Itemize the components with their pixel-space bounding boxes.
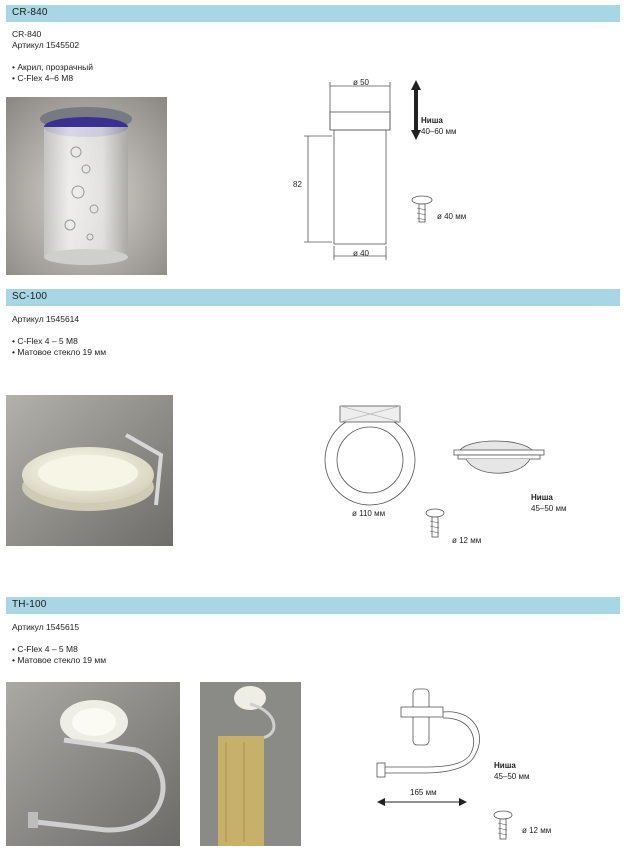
bullet-cflex: • C-Flex 4 – 5 M8 [12, 336, 78, 346]
sc100-photo [6, 395, 173, 546]
sc100-niche-range: 45–50 мм [531, 504, 567, 513]
sc100-screw-icon [425, 508, 445, 548]
article-line: Артикул 1545615 [12, 622, 80, 632]
th100-length-arrow [377, 797, 467, 807]
article-line: Артикул 1545502 [12, 40, 80, 50]
th100-niche-range: 45–50 мм [494, 772, 530, 781]
cr840-niche-range: 40–60 мм [421, 127, 457, 136]
th100-drawing [375, 685, 505, 775]
th100-photo [6, 682, 180, 846]
product-info [12, 29, 93, 84]
cr840-photo-image [6, 97, 167, 275]
cr840-drawing [290, 70, 450, 210]
bullet-glass: • Матовое стекло 19 мм [12, 347, 107, 357]
cr840-niche-label: Ниша [421, 116, 443, 125]
sc100-diameter: ø 110 мм [352, 509, 386, 518]
sc100-screw: ø 12 мм [452, 536, 482, 545]
sc100-photo-image [6, 395, 173, 546]
section-title: SC-100 [12, 291, 48, 302]
section-header-sc100 [6, 289, 620, 306]
th100-screw-icon [493, 810, 513, 850]
model-line: CR-840 [12, 29, 42, 39]
th100-photo-image [6, 682, 180, 846]
cr840-screw: ø 40 мм [437, 212, 467, 221]
product-info [12, 622, 106, 666]
sc100-niche-label: Ниша [531, 493, 553, 502]
th100-towel-photo [200, 682, 301, 846]
cr840-photo [6, 97, 167, 275]
bullet-cflex: • C-Flex 4 – 5 M8 [12, 644, 78, 654]
sc100-drawing [320, 400, 560, 520]
bullet-material: • Акрил, прозрачный [12, 62, 93, 72]
cr840-bottom-diameter: ø 40 [353, 249, 370, 258]
section-header-th100 [6, 597, 620, 614]
th100-niche-label: Ниша [494, 761, 516, 770]
th100-towel-image [200, 682, 301, 846]
section-title: TH-100 [12, 599, 47, 610]
product-info [12, 314, 106, 358]
cr840-top-diameter: ø 50 [353, 78, 370, 87]
th100-length: 165 мм [410, 788, 437, 797]
bullet-glass: • Матовое стекло 19 мм [12, 655, 107, 665]
th100-screw: ø 12 мм [522, 826, 552, 835]
cr840-height: 82 [293, 180, 302, 189]
section-title: CR-840 [12, 7, 48, 18]
article-line: Артикул 1545614 [12, 314, 80, 324]
section-header-cr840 [6, 5, 620, 22]
bullet-cflex: • C-Flex 4–6 M8 [12, 73, 74, 83]
